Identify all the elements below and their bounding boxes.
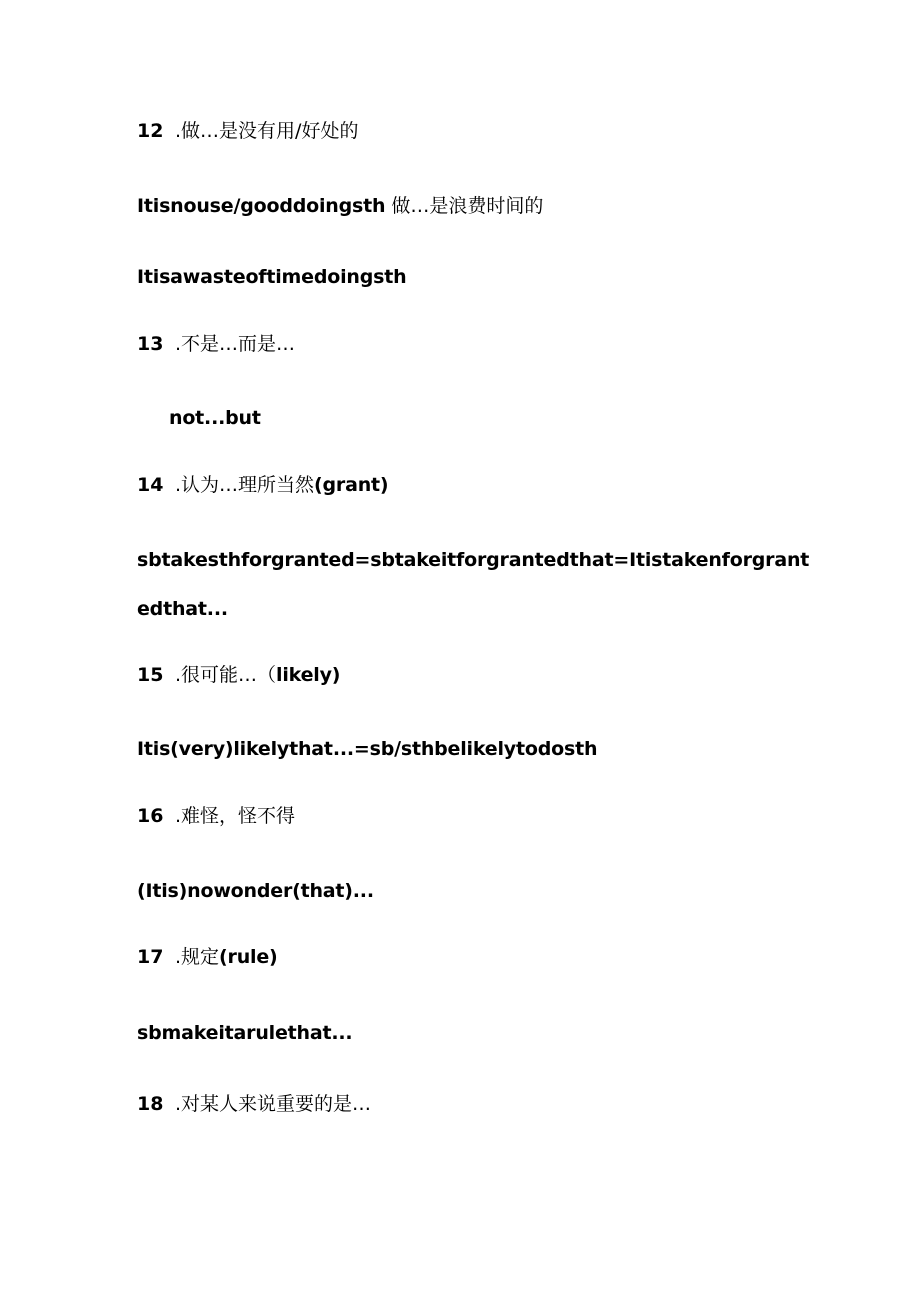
item-13-line-1 bbox=[169, 405, 261, 431]
item-number: 12 bbox=[137, 120, 164, 142]
english-phrase: sbtakesthforgranted=sbtakeitforgrantedthat=Itistakenforgrant bbox=[137, 549, 810, 571]
item-16-heading bbox=[137, 803, 295, 829]
item-heading-text: .做…是没有用/好处的 bbox=[175, 120, 359, 142]
item-number: 15 bbox=[137, 664, 164, 686]
item-number: 13 bbox=[137, 333, 164, 355]
item-heading-text: .认为…理所当然 bbox=[175, 474, 315, 496]
item-heading-keyword: (rule) bbox=[219, 946, 278, 968]
item-heading-text: .很可能…（ bbox=[175, 664, 277, 686]
item-14-line-2 bbox=[137, 596, 228, 622]
item-heading-text: .难怪，怪不得 bbox=[175, 805, 296, 827]
item-15-line-1 bbox=[137, 736, 597, 762]
item-18-heading bbox=[137, 1091, 371, 1117]
english-phrase: not...but bbox=[169, 407, 261, 429]
english-phrase: Itisawasteoftimedoingsth bbox=[137, 266, 407, 288]
item-14-line-1 bbox=[137, 547, 809, 573]
english-phrase: (Itis)nowonder(that)... bbox=[137, 880, 374, 902]
item-heading-text: .规定 bbox=[175, 946, 220, 968]
item-number: 17 bbox=[137, 946, 164, 968]
english-phrase: edthat... bbox=[137, 598, 228, 620]
english-phrase: Itisnouse/gooddoingsth bbox=[137, 195, 386, 217]
item-13-heading bbox=[137, 331, 295, 357]
english-phrase: Itis(very)likelythat...=sb∕sthbelikelytodosth bbox=[137, 738, 598, 760]
item-16-line-1 bbox=[137, 878, 374, 904]
item-15-heading bbox=[137, 662, 340, 688]
item-12-line-2 bbox=[137, 264, 406, 290]
item-heading-keyword: (grant) bbox=[314, 474, 389, 496]
item-17-line-1 bbox=[137, 1020, 352, 1046]
item-heading-keyword: likely) bbox=[276, 664, 341, 686]
item-heading-text: .不是…而是… bbox=[175, 333, 296, 355]
item-number: 14 bbox=[137, 474, 164, 496]
item-number: 18 bbox=[137, 1093, 164, 1115]
item-12-heading bbox=[137, 118, 358, 144]
item-heading-text: .对某人来说重要的是… bbox=[175, 1093, 372, 1115]
item-17-heading bbox=[137, 944, 278, 970]
chinese-gloss: 做…是浪费时间的 bbox=[391, 195, 544, 217]
item-14-heading bbox=[137, 472, 388, 498]
item-number: 16 bbox=[137, 805, 164, 827]
english-phrase: sbmakeitarulethat... bbox=[137, 1022, 353, 1044]
item-12-line-1 bbox=[137, 193, 543, 219]
